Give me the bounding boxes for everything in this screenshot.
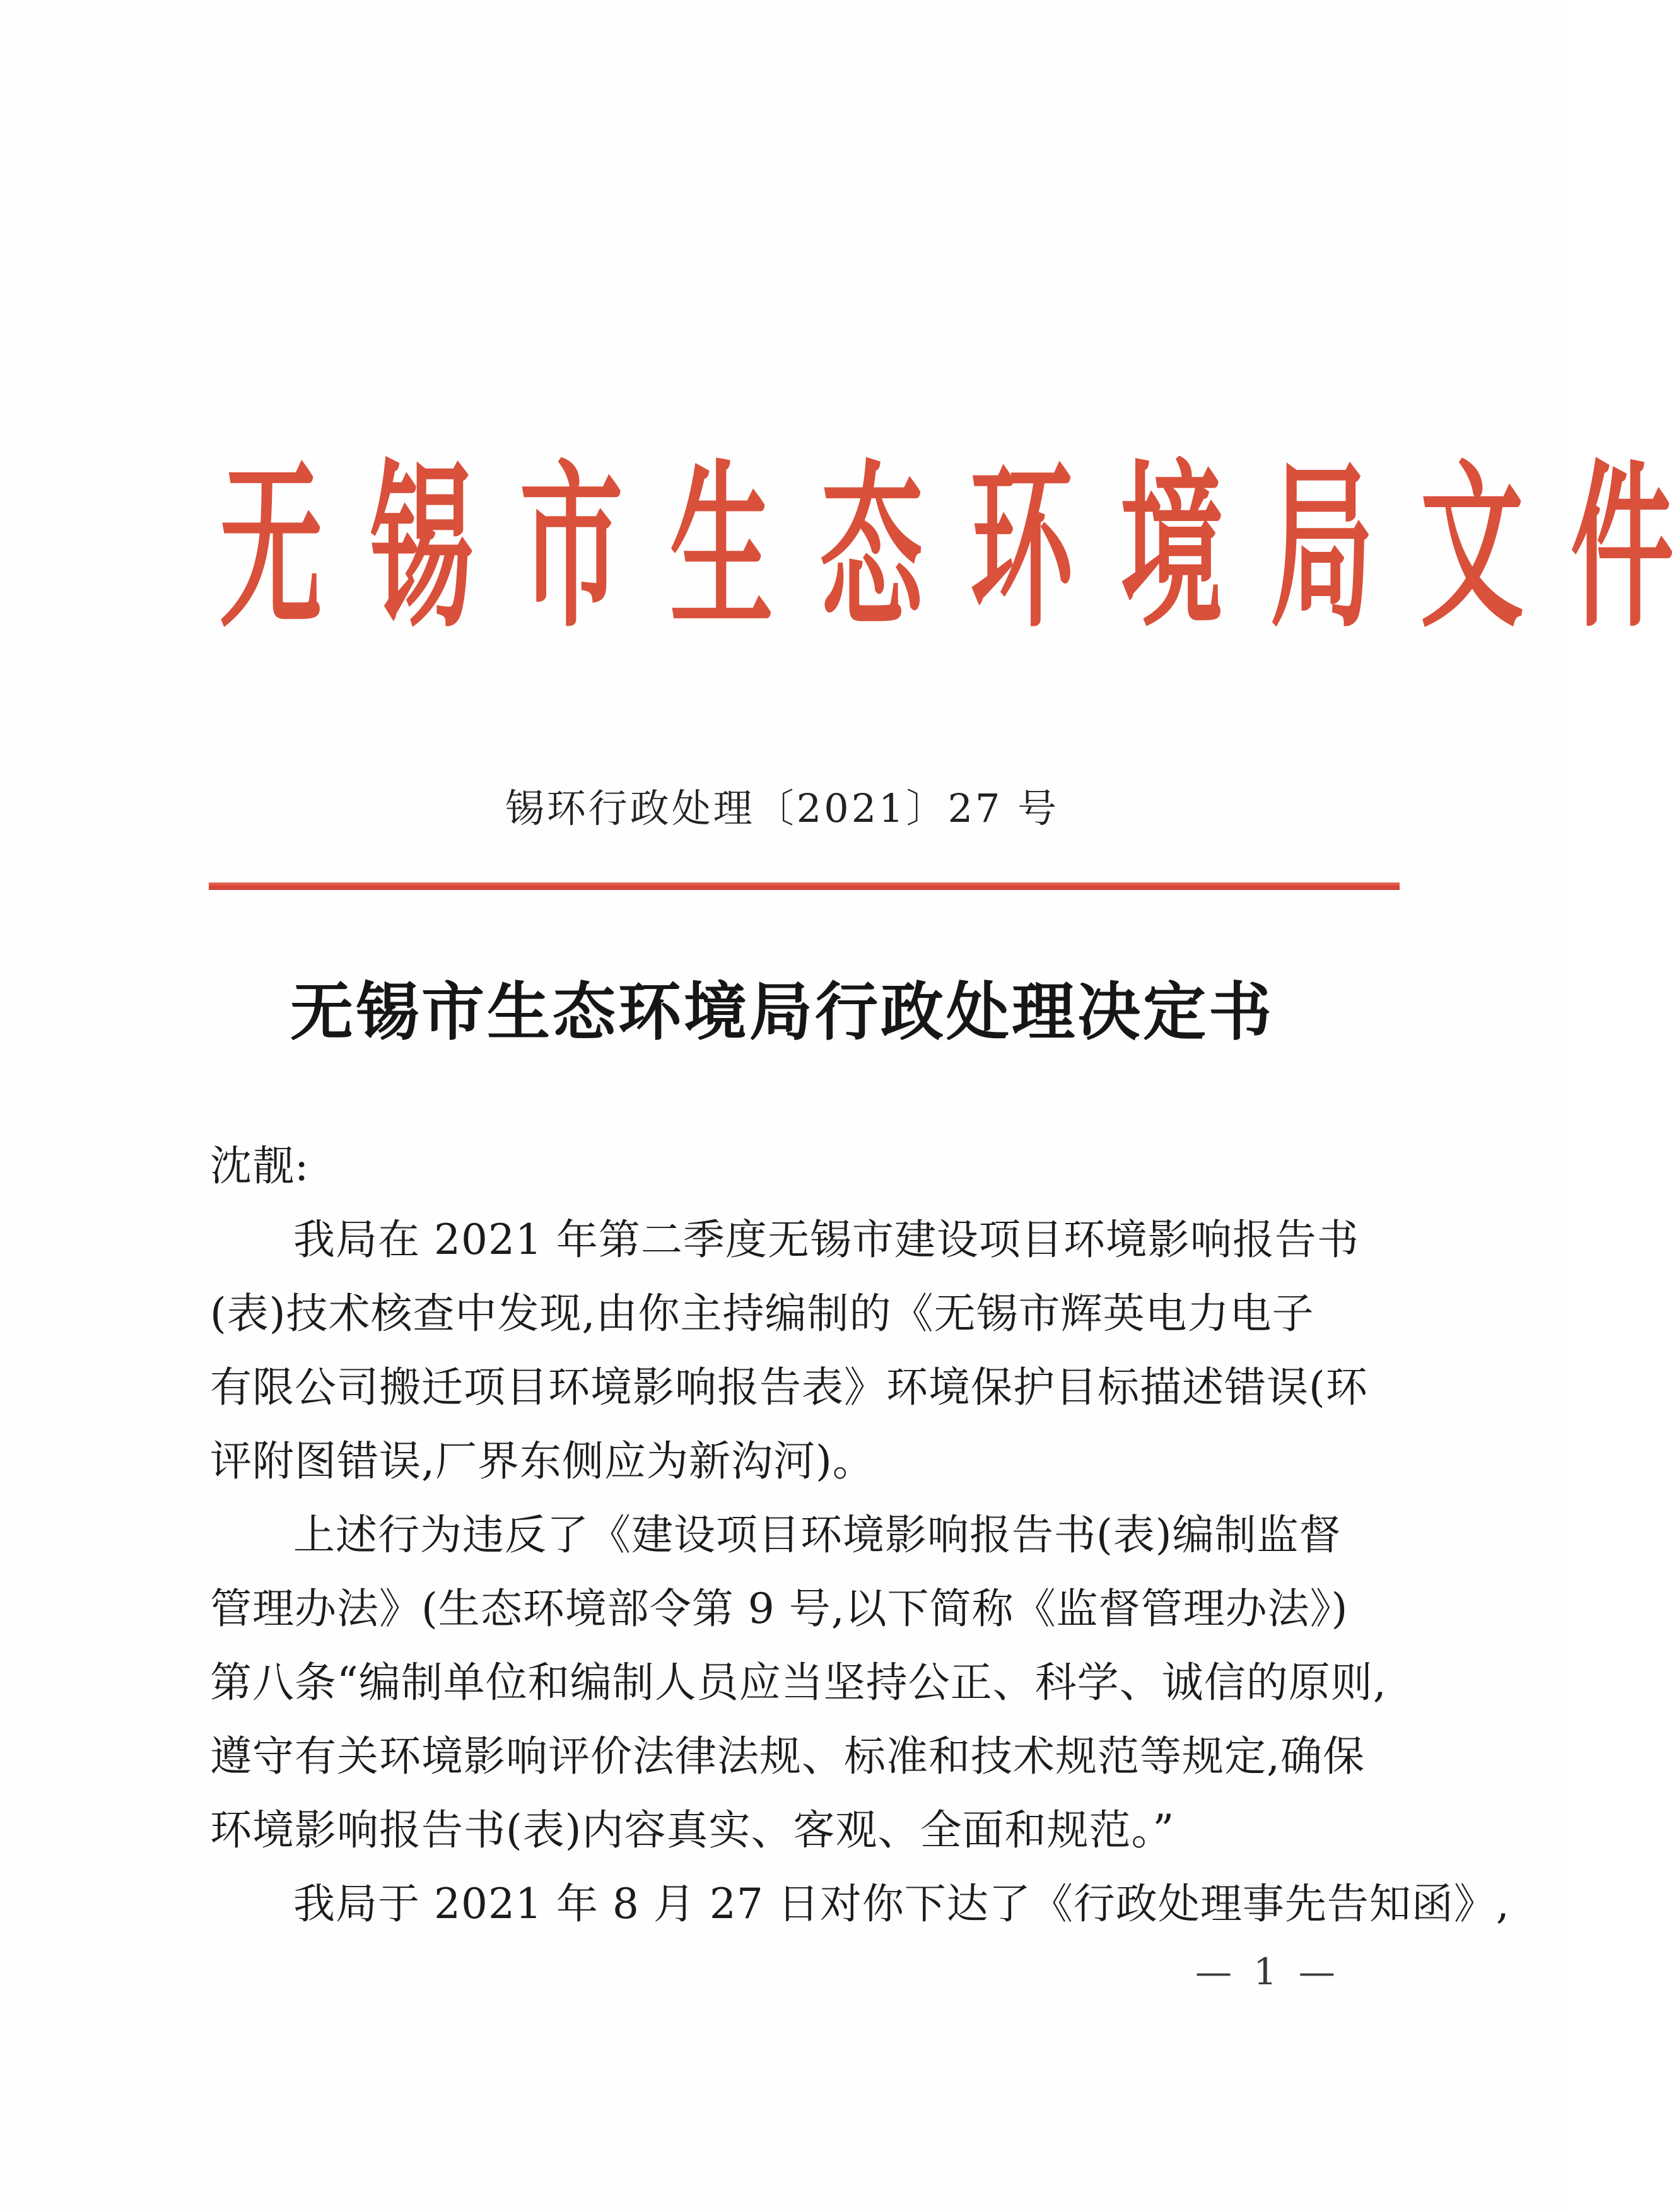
banner-character: 境 xyxy=(1120,442,1224,652)
body-line: 管理办法》(生态环境部令第 9 号,以下简称《监督管理办法》) xyxy=(210,1584,1349,1633)
banner-character: 局 xyxy=(1270,442,1374,652)
banner-character: 环 xyxy=(969,442,1074,652)
agency-banner-title xyxy=(188,442,1674,652)
banner-character: 态 xyxy=(819,442,923,652)
red-divider-line xyxy=(209,882,1400,890)
banner-character: 锡 xyxy=(369,442,473,652)
banner-character: 件 xyxy=(1570,442,1674,652)
document-number: 锡环行政处理〔2021〕27 号 xyxy=(505,785,1060,831)
body-line: 评附图错误,厂界东侧应为新沟河)。 xyxy=(210,1437,875,1485)
banner-character: 文 xyxy=(1420,442,1524,652)
document-body xyxy=(210,1129,1510,1941)
body-line: 有限公司搬迁项目环境影响报告表》环境保护目标描述错误(环 xyxy=(210,1363,1368,1412)
banner-character: 市 xyxy=(519,442,623,652)
body-line: (表)技术核查中发现,由你主持编制的《无锡市辉英电力电子 xyxy=(210,1289,1314,1338)
page-title: 无锡市生态环境局行政处理决定书 xyxy=(290,974,1274,1049)
body-line: 我局于 2021 年 8 月 27 日对你下达了《行政处理事先告知函》, xyxy=(293,1880,1510,1928)
page-number: — 1 — xyxy=(1195,1950,1340,1993)
body-line: 上述行为违反了《建设项目环境影响报告书(表)编制监督 xyxy=(293,1511,1342,1559)
body-line: 环境影响报告书(表)内容真实、客观、全面和规范。” xyxy=(210,1806,1175,1854)
banner-character: 生 xyxy=(669,442,773,652)
body-line: 遵守有关环境影响评价法律法规、标准和技术规范等规定,确保 xyxy=(210,1732,1365,1781)
body-line: 第八条“编制单位和编制人员应当坚持公正、科学、诚信的原则, xyxy=(210,1658,1387,1707)
body-line: 我局在 2021 年第二季度无锡市建设项目环境影响报告书 xyxy=(293,1215,1359,1264)
banner-character: 无 xyxy=(219,442,323,652)
body-line: 沈靓: xyxy=(210,1142,310,1190)
